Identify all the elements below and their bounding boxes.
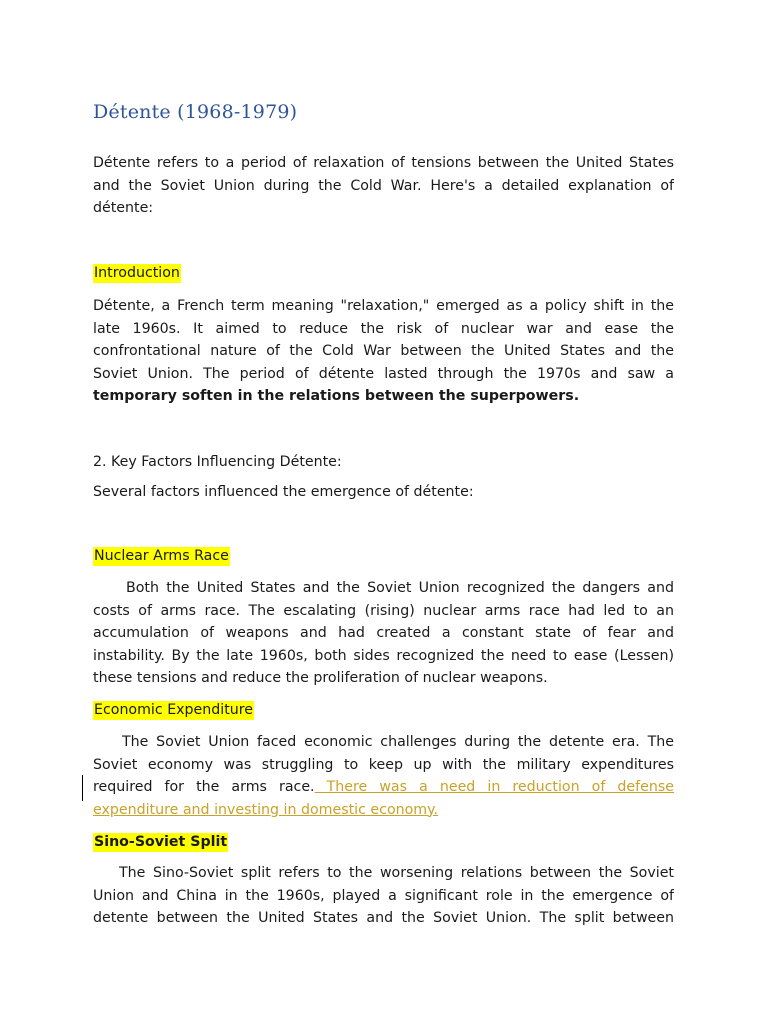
sino-line: The Sino-Soviet split refers to the worsening relations between the Soviet bbox=[119, 865, 674, 881]
introduction-line: late 1960s. It aimed to reduce the risk of nuclear war and ease the bbox=[93, 320, 674, 337]
introduction-bold-line: temporary soften in the relations between the superpowers. bbox=[93, 388, 580, 404]
nuclear-line: accumulation of weapons and had created a constant state of fear and bbox=[93, 625, 674, 641]
economic-line-4 bbox=[93, 799, 674, 822]
nuclear-line: costs of arms race. The escalating (rising) nuclear arms race had led to an bbox=[93, 602, 674, 619]
introduction-heading-text: Introduction bbox=[94, 265, 180, 281]
economic-heading-text: Economic Expenditure bbox=[94, 702, 254, 718]
economic-line-3 bbox=[93, 776, 674, 799]
nuclear-heading-text: Nuclear Arms Race bbox=[94, 548, 229, 564]
sino-line: detente between the United States and the Soviet Union. The split between bbox=[93, 910, 674, 926]
nuclear-paragraph bbox=[93, 577, 674, 690]
economic-line-3-plain: required for the arms race. bbox=[93, 779, 315, 795]
introduction-line: Soviet Union. The period of détente lasted through the 1970s and saw a bbox=[93, 365, 674, 382]
key-factors-heading: 2. Key Factors Influencing Détente: bbox=[93, 454, 342, 470]
economic-paragraph bbox=[93, 731, 674, 821]
sino-heading-text: Sino-Soviet Split bbox=[94, 834, 228, 850]
introduction-paragraph bbox=[93, 295, 674, 408]
intro-paragraph bbox=[93, 152, 674, 220]
economic-heading bbox=[93, 700, 254, 720]
sino-heading bbox=[93, 832, 228, 852]
sino-paragraph bbox=[93, 862, 674, 930]
economic-underlined-text: There was a need in reduction of defense bbox=[314, 779, 674, 795]
text-cursor bbox=[82, 775, 83, 801]
economic-line: Soviet economy was struggling to keep up with the military expenditures bbox=[93, 756, 674, 773]
introduction-line: Détente, a French term meaning "relaxation," emerged as a policy shift in the bbox=[93, 298, 674, 314]
nuclear-line: these tensions and reduce the proliferation of nuclear weapons. bbox=[93, 670, 548, 686]
intro-line: détente: bbox=[93, 200, 154, 216]
document-title: Détente (1968-1979) bbox=[93, 101, 298, 123]
nuclear-line: instability. By the late 1960s, both sides recognized the need to ease (Lessen) bbox=[93, 647, 674, 664]
economic-underlined-text-2: expenditure and investing in domestic economy. bbox=[93, 801, 438, 818]
nuclear-line: Both the United States and the Soviet Union recognized the dangers and bbox=[126, 580, 674, 596]
introduction-heading bbox=[93, 263, 181, 283]
economic-line: The Soviet Union faced economic challenges during the detente era. The bbox=[122, 734, 674, 750]
key-factors-subtext: Several factors influenced the emergence of détente: bbox=[93, 484, 474, 500]
introduction-line: confrontational nature of the Cold War between the United States and the bbox=[93, 343, 674, 359]
nuclear-heading bbox=[93, 546, 230, 566]
sino-line: Union and China in the 1960s, played a significant role in the emergence of bbox=[93, 887, 674, 904]
intro-line: Détente refers to a period of relaxation of tensions between the United States bbox=[93, 155, 674, 171]
intro-line: and the Soviet Union during the Cold War. Here's a detailed explanation of bbox=[93, 177, 674, 194]
